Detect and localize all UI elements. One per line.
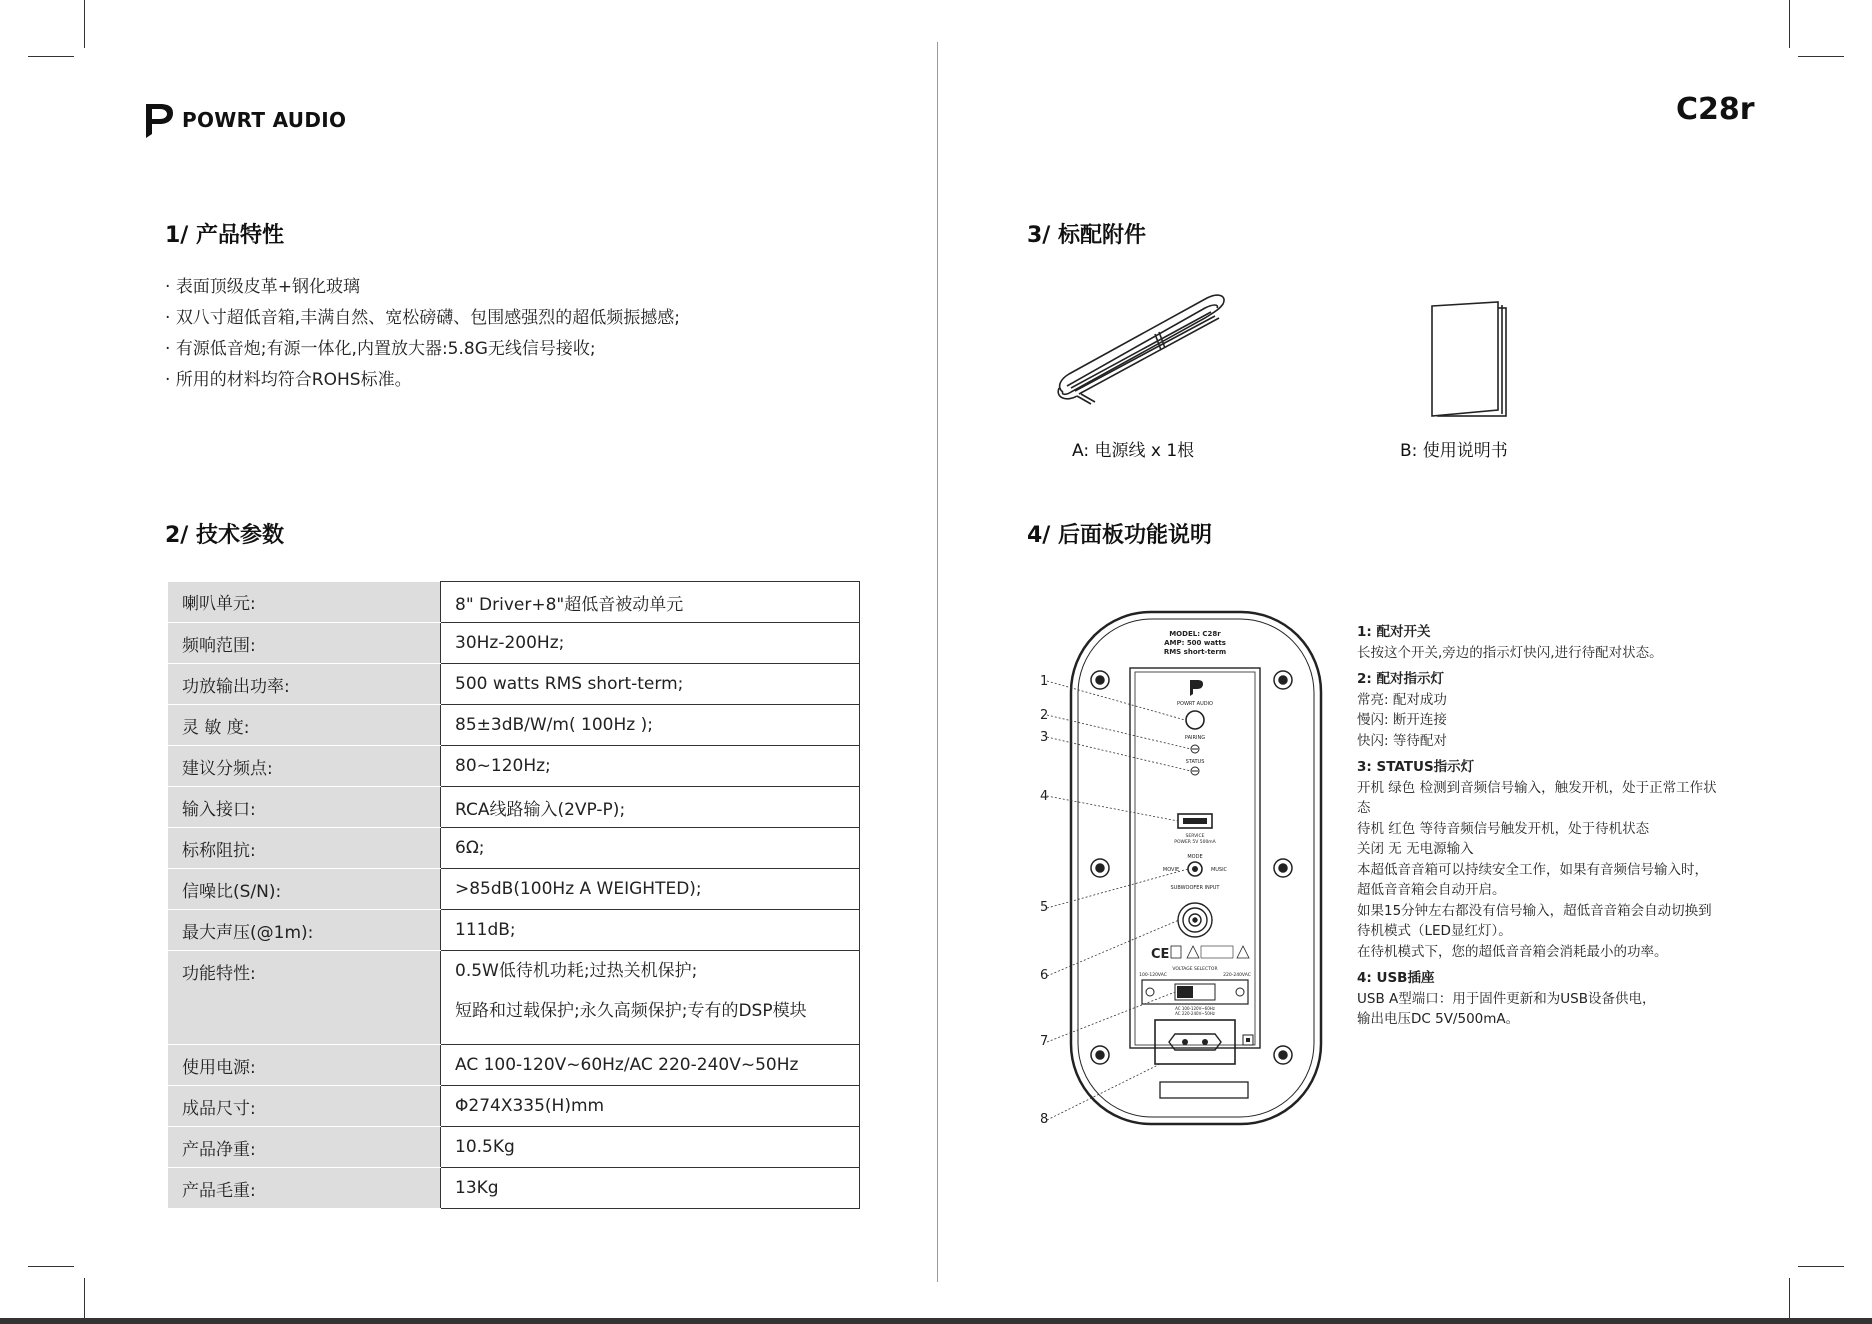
- crop-mark: [84, 0, 85, 48]
- accessory-a-label: A: 电源线 x 1根: [1072, 441, 1195, 461]
- voltage-high-label: 220-240VAC: [1223, 973, 1251, 978]
- brand-logo: [142, 100, 346, 140]
- table-row: [168, 1086, 860, 1127]
- crop-mark: [28, 56, 74, 57]
- crop-mark: [1789, 1278, 1790, 1318]
- table-row: [168, 787, 860, 828]
- spec-key: 灵 敏 度:: [168, 705, 441, 746]
- callout-2: 2: [1040, 708, 1049, 723]
- accessories-title: 3/ 标配附件: [1027, 223, 1147, 248]
- crop-mark: [28, 1266, 74, 1267]
- callout-lines: [1047, 681, 1191, 1120]
- voltage-switch-icon: [1177, 986, 1193, 998]
- desc-heading: 4: USB插座: [1357, 970, 1435, 986]
- crop-mark: [84, 1278, 85, 1318]
- table-row: [168, 1168, 860, 1209]
- panel-amp-label: AMP: 500 watts: [1164, 639, 1226, 647]
- spec-key: 喇叭单元:: [168, 582, 441, 623]
- pairing-label: PAIRING: [1184, 735, 1206, 741]
- table-row: [168, 746, 860, 787]
- spec-value: >85dB(100Hz A WEIGHTED);: [441, 869, 860, 910]
- brand-name: POWRT AUDIO: [182, 108, 347, 132]
- spec-value: 13Kg: [441, 1168, 860, 1209]
- table-row: [168, 623, 860, 664]
- features-title: 1/ 产品特性: [165, 223, 285, 248]
- service-label: SERVICE: [1185, 834, 1205, 839]
- spec-key: 建议分频点:: [168, 746, 441, 787]
- spec-value: 500 watts RMS short-term;: [441, 664, 860, 705]
- list-item: · 所用的材料均符合ROHS标准。: [165, 365, 680, 396]
- rca-jack-icon: [1178, 903, 1212, 937]
- callout-4: 4: [1040, 789, 1049, 804]
- desc-text: 开机 绿色 检测到音频信号输入，触发开机，处于正常工作状态: [1357, 779, 1717, 816]
- model-code: C28r: [1676, 92, 1755, 127]
- panel-brand: POWRT AUDIO: [1177, 701, 1213, 707]
- spec-table: [168, 581, 860, 1209]
- spec-key: 成品尺寸:: [168, 1086, 441, 1127]
- spec-value: 6Ω;: [441, 828, 860, 869]
- spec-key: 产品净重:: [168, 1127, 441, 1168]
- list-item: · 表面顶级皮革+钢化玻璃: [165, 272, 680, 303]
- callout-6: 6: [1040, 968, 1049, 983]
- rear-panel-diagram: [1025, 608, 1355, 1128]
- powrt-logo-icon: [142, 100, 176, 140]
- spec-value: [441, 951, 860, 1045]
- desc-text: 长按这个开关,旁边的指示灯快闪,进行待配对状态。: [1357, 644, 1663, 661]
- spec-key: 功能特性:: [168, 951, 441, 1045]
- callout-5: 5: [1040, 900, 1049, 915]
- spec-value: 111dB;: [441, 910, 860, 951]
- warning-icon: [1187, 946, 1199, 958]
- callout-1: 1: [1040, 674, 1049, 689]
- status-label: STATUS: [1185, 759, 1205, 765]
- movie-label: MOVIE: [1162, 867, 1180, 873]
- callout-7: 7: [1040, 1034, 1049, 1049]
- crop-mark: [1798, 1266, 1844, 1267]
- table-row: [168, 582, 860, 623]
- spec-value-line: 短路和过载保护;永久高频保护;专有的DSP模块: [455, 1001, 807, 1021]
- warning-icon: [1237, 946, 1249, 958]
- ac-rating-2: AC 220-240V~50Hz: [1175, 1011, 1215, 1016]
- spec-value-line: 0.5W低待机功耗;过热关机保护;: [455, 961, 698, 981]
- list-item: · 双八寸超低音箱,丰满自然、宽松磅礴、包围感强烈的超低频振撼感;: [165, 303, 680, 334]
- spec-value: 85±3dB/W/m( 100Hz );: [441, 705, 860, 746]
- table-row: [168, 951, 860, 1045]
- spec-key: 信噪比(S/N):: [168, 869, 441, 910]
- features-list: [165, 272, 680, 396]
- pairing-button-icon: [1186, 711, 1204, 729]
- desc-text: 快闪: 等待配对: [1357, 732, 1447, 749]
- table-row: [168, 910, 860, 951]
- bottom-band: [0, 1318, 1872, 1324]
- panel-logo-icon: [1190, 680, 1203, 696]
- spec-value: 8" Driver+8"超低音被动单元: [441, 582, 860, 623]
- spec-key: 最大声压(@1m):: [168, 910, 441, 951]
- rear-panel-description: [1357, 622, 1717, 1030]
- desc-text: 常亮: 配对成功: [1357, 691, 1447, 708]
- mode-label: MODE: [1187, 854, 1203, 860]
- spec-value: 80~120Hz;: [441, 746, 860, 787]
- serial-plate: [1160, 1082, 1248, 1098]
- accessory-b-label: B: 使用说明书: [1400, 441, 1508, 461]
- spec-value: 30Hz-200Hz;: [441, 623, 860, 664]
- manual-book-icon: [1428, 300, 1512, 420]
- specs-title: 2/ 技术参数: [165, 523, 285, 548]
- desc-heading: 3: STATUS指示灯: [1357, 759, 1475, 775]
- table-row: [168, 705, 860, 746]
- table-row: [168, 1127, 860, 1168]
- desc-text: 输出电压DC 5V/500mA。: [1357, 1011, 1520, 1027]
- spec-value: 10.5Kg: [441, 1127, 860, 1168]
- weee-icon: [1171, 946, 1181, 958]
- desc-text: 在待机模式下，您的超低音音箱会消耗最小的功率。: [1357, 943, 1668, 960]
- panel-rms-label: RMS short-term: [1163, 648, 1227, 656]
- sub-input-label: SUBWOOFER INPUT: [1170, 885, 1220, 891]
- spec-key: 功放输出功率:: [168, 664, 441, 705]
- list-item: · 有源低音炮;有源一体化,内置放大器:5.8G无线信号接收;: [165, 334, 680, 365]
- ac-rating-1: AC 100-120V~60Hz: [1175, 1006, 1215, 1011]
- desc-text: 如果15分钟左右都没有信号输入，超低音音箱会自动切换到待机模式（LED显红灯）。: [1357, 902, 1712, 939]
- ac-socket-icon: [1155, 1020, 1235, 1064]
- desc-text: 关闭 无 无电源输入: [1357, 841, 1474, 857]
- power-cord-icon: [1055, 288, 1230, 406]
- music-label: MUSIC: [1210, 867, 1228, 873]
- panel-model-label: MODEL: C28r: [1169, 630, 1221, 638]
- desc-heading: 1: 配对开关: [1357, 624, 1431, 640]
- spec-value: RCA线路输入(2VP-P);: [441, 787, 860, 828]
- callout-3: 3: [1040, 730, 1049, 745]
- desc-text: 待机 红色 等待音频信号触发开机，处于待机状态: [1357, 820, 1650, 837]
- spec-value: Φ274X335(H)mm: [441, 1086, 860, 1127]
- spec-key: 输入接口:: [168, 787, 441, 828]
- crop-mark: [1789, 0, 1790, 48]
- table-row: [168, 664, 860, 705]
- table-row: [168, 828, 860, 869]
- callout-8: 8: [1040, 1112, 1049, 1127]
- desc-text: USB A型端口：用于固件更新和为USB设备供电，: [1357, 990, 1656, 1007]
- spec-key: 产品毛重:: [168, 1168, 441, 1209]
- spec-value: AC 100-120V~60Hz/AC 220-240V~50Hz: [441, 1045, 860, 1086]
- rear-panel-title: 4/ 后面板功能说明: [1027, 523, 1213, 548]
- crop-mark: [1798, 56, 1844, 57]
- desc-heading: 2: 配对指示灯: [1357, 671, 1444, 687]
- spec-key: 频响范围:: [168, 623, 441, 664]
- voltage-low-label: 100-120VAC: [1139, 973, 1167, 978]
- page-divider: [937, 42, 938, 1282]
- spec-key: 标称阻抗:: [168, 828, 441, 869]
- service-sub-label: POWER 5V 500mA: [1174, 840, 1216, 845]
- desc-text: 慢闪: 断开连接: [1357, 712, 1447, 728]
- spec-key: 使用电源:: [168, 1045, 441, 1086]
- table-row: [168, 1045, 860, 1086]
- voltage-selector-label: VOLTAGE SELECTOR: [1172, 967, 1218, 972]
- ce-mark: CE: [1151, 947, 1170, 962]
- table-row: [168, 869, 860, 910]
- desc-text: 本超低音音箱可以持续安全工作，如果有音频信号输入时，超低音音箱会自动开启。: [1357, 861, 1708, 898]
